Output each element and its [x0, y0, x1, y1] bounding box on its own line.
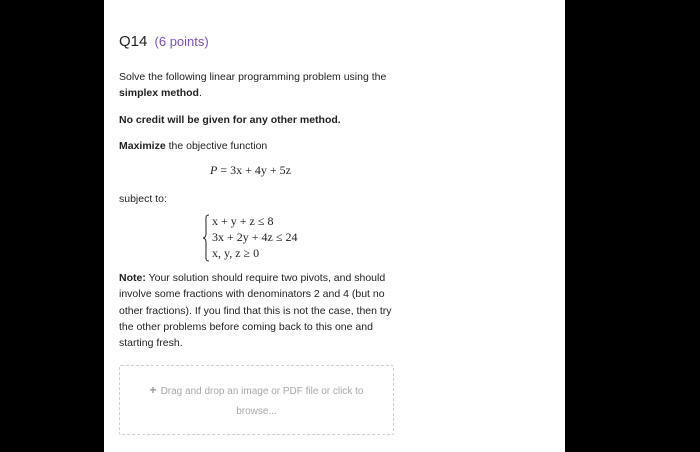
constraint-3: x, y, z ≥ 0 — [212, 246, 260, 260]
warning-text: No credit will be given for any other method. — [119, 114, 341, 126]
intro-text — [119, 69, 386, 101]
constraint-2: 3x + 2y + 4z ≤ 24 — [212, 230, 298, 244]
question-points: (6 points) — [154, 34, 209, 49]
note-text — [119, 270, 394, 351]
intro-period: . — [198, 87, 202, 99]
question-title — [119, 33, 209, 50]
maximize-label: Maximize — [119, 140, 166, 152]
upload-line1: Drag and drop an image or PDF file or click to — [160, 386, 364, 397]
objective-function — [210, 163, 291, 178]
question-card — [104, 0, 565, 452]
objective-rhs: = 3x + 4y + 5z — [220, 163, 291, 177]
file-upload-dropzone[interactable] — [119, 365, 394, 435]
intro-method: simplex method — [119, 87, 199, 99]
constraint-1: x + y + z ≤ 8 — [212, 214, 274, 228]
plus-icon: + — [149, 383, 157, 397]
subject-to-label: subject to: — [119, 193, 167, 205]
question-number: Q14 — [119, 33, 148, 50]
note-body: Your solution should require two pivots, and should involve some fractions with denominators 2 and 4 (but no other fractions). If you find that this is not the case, then try the other problems before coming back to this one and starting fresh. — [119, 272, 392, 350]
brace-icon — [202, 214, 210, 262]
maximize-rest: the objective function — [165, 140, 268, 152]
upload-browse-link[interactable]: browse... — [236, 406, 277, 417]
intro-line1: Solve the following linear programming problem using the — [119, 71, 387, 83]
maximize-text — [119, 138, 267, 154]
note-label: Note: — [119, 272, 146, 284]
objective-var: P — [210, 163, 218, 177]
